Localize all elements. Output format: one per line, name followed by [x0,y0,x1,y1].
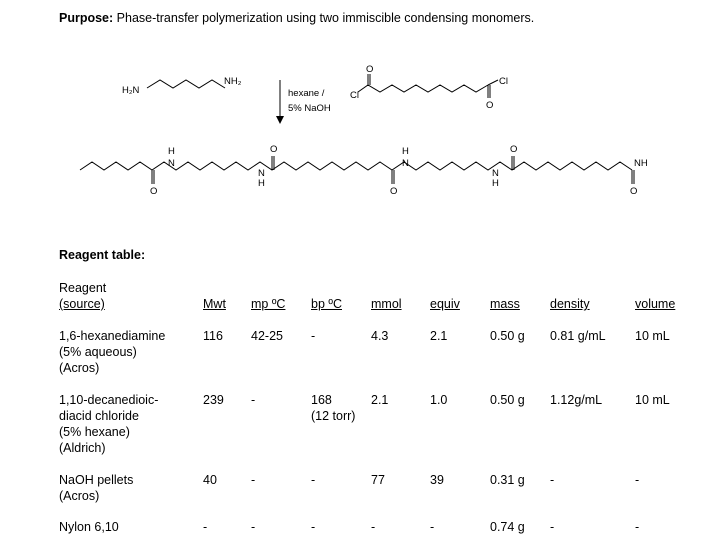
row4-reagent-name: Nylon 6,10 [59,520,119,534]
row2-mass: 0.50 g [490,393,525,407]
row1-reagent [59,328,165,376]
header-reagent [59,280,106,312]
monomer2-cl-left: Cl [350,90,359,101]
header-equiv: equiv [430,297,460,311]
row2-mmol: 2.1 [371,393,389,407]
header-mwt: Mwt [203,297,226,311]
polymer-h-2: H [258,178,265,189]
row2-reagent [59,392,158,456]
row1-mmol: 4.3 [371,329,389,343]
polymer-o-5: O [630,186,638,197]
row1-volume: 10 mL [635,329,670,343]
row3-reagent [59,472,133,504]
row1-mwt: 116 [203,329,223,343]
row4-density: - [550,520,555,534]
conditions-line2: 5% NaOH [288,103,331,114]
row3-volume: - [635,473,640,487]
conditions-line1: hexane / [288,88,325,99]
purpose-label: Purpose: [59,11,114,25]
row4-mass: 0.74 g [490,520,525,534]
row3-reagent-name: NaOH pellets [59,473,134,487]
row4-mmol: - [371,520,376,534]
monomer2-o-right: O [486,100,494,111]
polymer-n-3: N [402,158,409,169]
row4-volume: - [635,520,640,534]
polymer-o-2: O [270,144,278,155]
row2-reagent-name-2: diacid chloride [59,409,139,423]
row3-equiv: 39 [430,473,444,487]
monomer2-cl-right: Cl [499,76,508,87]
acid-chloride-chain [358,85,488,92]
row2-volume: 10 mL [635,393,670,407]
row3-density: - [550,473,555,487]
row2-reagent-source: (Aldrich) [59,441,106,455]
row3-mwt: 40 [203,473,217,487]
row2-bp-pressure: (12 torr) [311,409,356,423]
row1-bp: - [311,329,316,343]
row2-mwt: 239 [203,393,224,407]
reaction-scheme [0,0,719,240]
polymer-n-4: N [492,168,499,179]
row1-density: 0.81 g/mL [550,329,606,343]
row2-reagent-name-1: 1,10-decanedioic- [59,393,159,407]
row2-density: 1.12g/mL [550,393,603,407]
row2-mp: - [251,393,256,407]
purpose-text: Phase-transfer polymerization using two immiscible condensing monomers. [116,11,535,25]
polymer-h-1: H [168,146,175,157]
row2-reagent-detail: (5% hexane) [59,425,130,439]
row1-reagent-name: 1,6-hexanediamine [59,329,166,343]
header-mp: mp ºC [251,297,286,311]
row3-mmol: 77 [371,473,385,487]
reagent-table-title: Reagent table: [59,248,146,262]
row3-mass: 0.31 g [490,473,525,487]
header-bp: bp ºC [311,297,342,311]
polymer-o-3: O [390,186,398,197]
row1-reagent-source: (Acros) [59,361,100,375]
header-mmol: mmol [371,297,402,311]
row3-reagent-source: (Acros) [59,489,100,503]
row4-equiv: - [430,520,435,534]
polymer-o-4: O [510,144,518,155]
row1-reagent-detail: (5% aqueous) [59,345,137,359]
row4-bp: - [311,520,316,534]
row4-mwt: - [203,520,208,534]
polymer-h-3: H [402,146,409,157]
row4-mp: - [251,520,256,534]
row2-bp [311,392,355,424]
row4-reagent [59,519,119,535]
row2-equiv: 1.0 [430,393,448,407]
monomer1-amine-left: H₂N [122,85,140,96]
row1-mp: 42-25 [251,329,283,343]
row1-mass: 0.50 g [490,329,525,343]
header-reagent-line2: (source) [59,297,105,311]
row3-mp: - [251,473,256,487]
polymer-o-1: O [150,186,158,197]
polymer-h-4: H [492,178,499,189]
polymer-n-2: N [258,168,265,179]
row2-bp-value: 168 [311,393,332,407]
row1-equiv: 2.1 [430,329,448,343]
row3-bp: - [311,473,316,487]
monomer1-amine-right: NH₂ [224,76,242,87]
monomer2-o-left: O [366,64,374,75]
polymer-n-1: N [168,158,175,169]
header-density: density [550,297,590,311]
polymer-end-nh: NH [634,158,648,169]
header-volume: volume [635,297,676,311]
hexanediamine-chain [147,80,225,88]
header-mass: mass [490,297,520,311]
header-reagent-line1: Reagent [59,281,107,295]
polymer-backbone [80,162,632,170]
